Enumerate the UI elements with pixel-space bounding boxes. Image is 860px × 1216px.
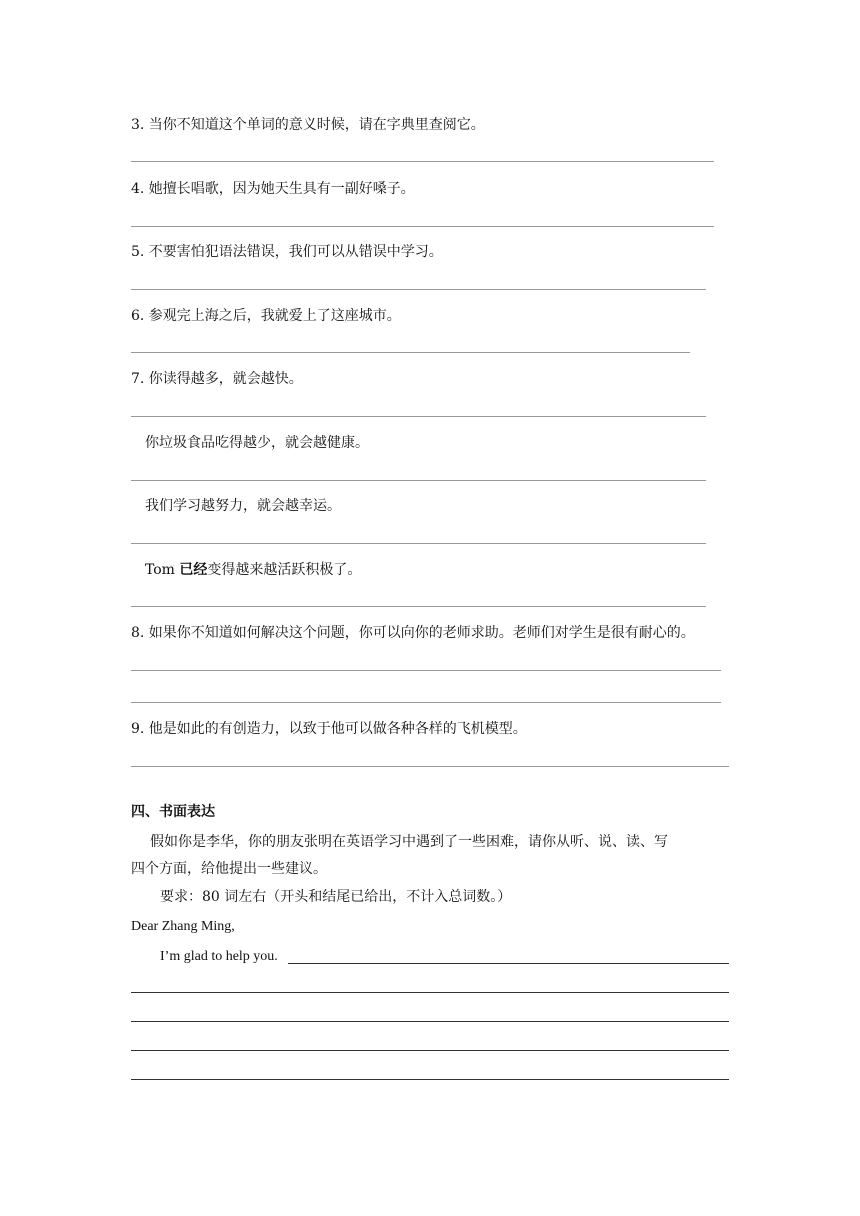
letter-salutation: Dear Zhang Ming, — [131, 919, 235, 934]
writing-line[interactable] — [131, 992, 729, 993]
question-7-part-4 — [145, 561, 361, 579]
answer-line — [131, 416, 706, 417]
question-7-part-3: 我们学习越努力，就会越幸运。 — [145, 498, 341, 514]
question-7-part-4-bold: 已经 — [179, 562, 208, 578]
writing-line[interactable] — [131, 1050, 729, 1051]
writing-line[interactable] — [131, 1021, 729, 1022]
answer-line — [131, 480, 706, 481]
answer-line — [131, 702, 721, 703]
writing-requirement: 要求：80 词左右（开头和结尾已给出，不计入总词数。） — [160, 889, 512, 905]
question-5: 5. 不要害怕犯语法错误，我们可以从错误中学习。 — [131, 244, 443, 260]
question-4: 4. 她擅长唱歌，因为她天生具有一副好嗓子。 — [131, 181, 415, 197]
answer-line — [131, 352, 690, 353]
writing-line[interactable] — [288, 963, 729, 964]
answer-line — [131, 543, 706, 544]
answer-line — [131, 161, 714, 162]
answer-line — [131, 226, 714, 227]
question-7-part-2: 你垃圾食品吃得越少，就会越健康。 — [145, 435, 369, 451]
section-heading: 四、书面表达 — [131, 804, 215, 820]
writing-prompt-line-2: 四个方面，给他提出一些建议。 — [131, 861, 327, 877]
answer-line — [131, 606, 706, 607]
answer-line — [131, 766, 729, 767]
writing-line[interactable] — [131, 1079, 729, 1080]
question-7-part-4-prefix: Tom — [145, 562, 180, 578]
letter-opening: I’m glad to help you. — [160, 949, 278, 964]
question-9: 9. 他是如此的有创造力，以致于他可以做各种各样的飞机模型。 — [131, 721, 527, 737]
question-8: 8. 如果你不知道如何解决这个问题，你可以向你的老师求助。老师们对学生是很有耐心的。 — [131, 625, 695, 641]
answer-line — [131, 289, 706, 290]
writing-prompt-line-1: 假如你是李华，你的朋友张明在英语学习中遇到了一些困难，请你从听、说、读、写 — [150, 834, 668, 850]
answer-line — [131, 670, 721, 671]
question-6: 6. 参观完上海之后，我就爱上了这座城市。 — [131, 308, 401, 324]
question-3: 3. 当你不知道这个单词的意义时候，请在字典里查阅它。 — [131, 117, 485, 133]
question-7: 7. 你读得越多，就会越快。 — [131, 371, 303, 387]
question-7-part-4-suffix: 变得越来越活跃积极了。 — [207, 562, 362, 578]
